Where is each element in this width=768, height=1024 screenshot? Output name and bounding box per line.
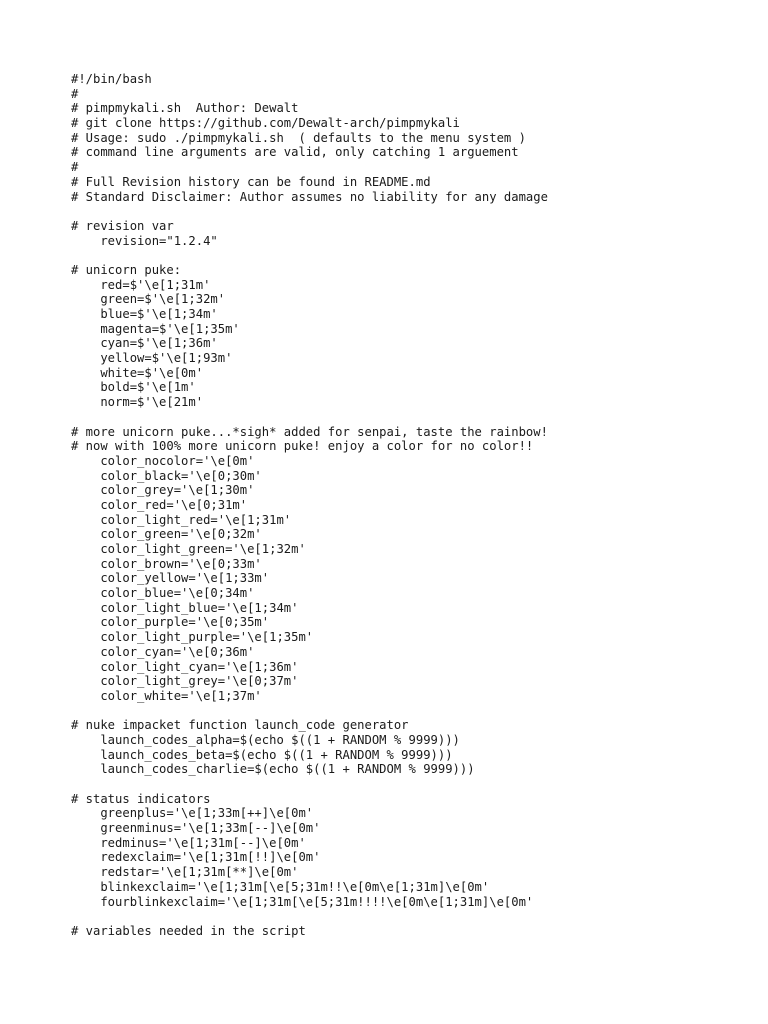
code-line — [71, 777, 751, 792]
code-line: # nuke impacket function launch_code generator — [71, 718, 409, 733]
code-line: # more unicorn puke...*sigh* added for senpai, taste the rainbow! — [71, 424, 548, 439]
code-line: # git clone https://github.com/Dewalt-arch/pimpmykali — [71, 116, 460, 131]
code-line: # — [71, 86, 79, 101]
code-line: # revision var — [71, 218, 174, 233]
code-line: fourblinkexclaim='\e[1;31m[\e[5;31m!!!!\e[0m\e[1;31m]\e[0m' — [71, 894, 534, 909]
code-line: color_light_grey='\e[0;37m' — [71, 674, 299, 689]
code-line: color_brown='\e[0;33m' — [71, 556, 262, 571]
code-line: color_light_red='\e[1;31m' — [71, 512, 292, 527]
code-line: magenta=$'\e[1;35m' — [71, 321, 240, 336]
code-line: # pimpmykali.sh Author: Dewalt — [71, 101, 299, 116]
code-line: launch_codes_charlie=$(echo $((1 + RANDOM % 9999))) — [71, 762, 475, 777]
code-line: white=$'\e[0m' — [71, 365, 204, 380]
code-line — [71, 410, 751, 425]
code-line: # — [71, 160, 79, 175]
code-line: # unicorn puke: — [71, 262, 182, 277]
code-line: color_grey='\e[1;30m' — [71, 483, 255, 498]
code-line: color_cyan='\e[0;36m' — [71, 644, 255, 659]
code-line: launch_codes_beta=$(echo $((1 + RANDOM % 9999))) — [71, 747, 453, 762]
code-line: green=$'\e[1;32m' — [71, 292, 226, 307]
code-line: color_yellow='\e[1;33m' — [71, 571, 270, 586]
code-line: # variables needed in the script — [71, 923, 306, 938]
code-line: bold=$'\e[1m' — [71, 380, 196, 395]
code-line: yellow=$'\e[1;93m' — [71, 351, 233, 366]
code-line: # Full Revision history can be found in README.md — [71, 174, 431, 189]
code-line: # command line arguments are valid, only catching 1 arguement — [71, 145, 519, 160]
code-line — [71, 704, 751, 719]
code-line: color_light_cyan='\e[1;36m' — [71, 659, 299, 674]
code-line: # Standard Disclaimer: Author assumes no liability for any damage — [71, 189, 548, 204]
code-line: #!/bin/bash — [71, 72, 152, 86]
code-line: color_nocolor='\e[0m' — [71, 453, 255, 468]
code-line: norm=$'\e[21m' — [71, 395, 204, 410]
code-line: redstar='\e[1;31m[**]\e[0m' — [71, 865, 299, 880]
code-line: red=$'\e[1;31m' — [71, 277, 211, 292]
code-line: blinkexclaim='\e[1;31m[\e[5;31m!!\e[0m\e[1;31m]\e[0m' — [71, 879, 490, 894]
code-line: color_light_green='\e[1;32m' — [71, 542, 306, 556]
code-line — [71, 248, 751, 263]
code-line: # status indicators — [71, 791, 211, 806]
code-line: redminus='\e[1;31m[--]\e[0m' — [71, 835, 306, 850]
code-line: color_light_blue='\e[1;34m' — [71, 600, 299, 615]
code-line: color_light_purple='\e[1;35m' — [71, 630, 314, 645]
code-line: greenplus='\e[1;33m[++]\e[0m' — [71, 806, 314, 821]
code-line: color_blue='\e[0;34m' — [71, 586, 255, 601]
code-line: launch_codes_alpha=$(echo $((1 + RANDOM % 9999))) — [71, 732, 460, 747]
code-line: color_white='\e[1;37m' — [71, 688, 262, 703]
code-line: revision="1.2.4" — [71, 233, 218, 248]
code-line — [71, 204, 751, 219]
code-line: blue=$'\e[1;34m' — [71, 307, 218, 321]
code-line: color_black='\e[0;30m' — [71, 468, 262, 483]
code-line: redexclaim='\e[1;31m[!!]\e[0m' — [71, 850, 321, 865]
code-line: greenminus='\e[1;33m[--]\e[0m' — [71, 821, 321, 836]
code-line — [71, 909, 751, 924]
code-line: color_green='\e[0;32m' — [71, 527, 262, 542]
code-line: color_red='\e[0;31m' — [71, 497, 248, 512]
code-line: # Usage: sudo ./pimpmykali.sh ( defaults to the menu system ) — [71, 130, 526, 145]
code-listing — [71, 72, 751, 939]
code-line: cyan=$'\e[1;36m' — [71, 336, 218, 351]
code-line: color_purple='\e[0;35m' — [71, 615, 270, 630]
code-line: # now with 100% more unicorn puke! enjoy a color for no color!! — [71, 439, 534, 454]
